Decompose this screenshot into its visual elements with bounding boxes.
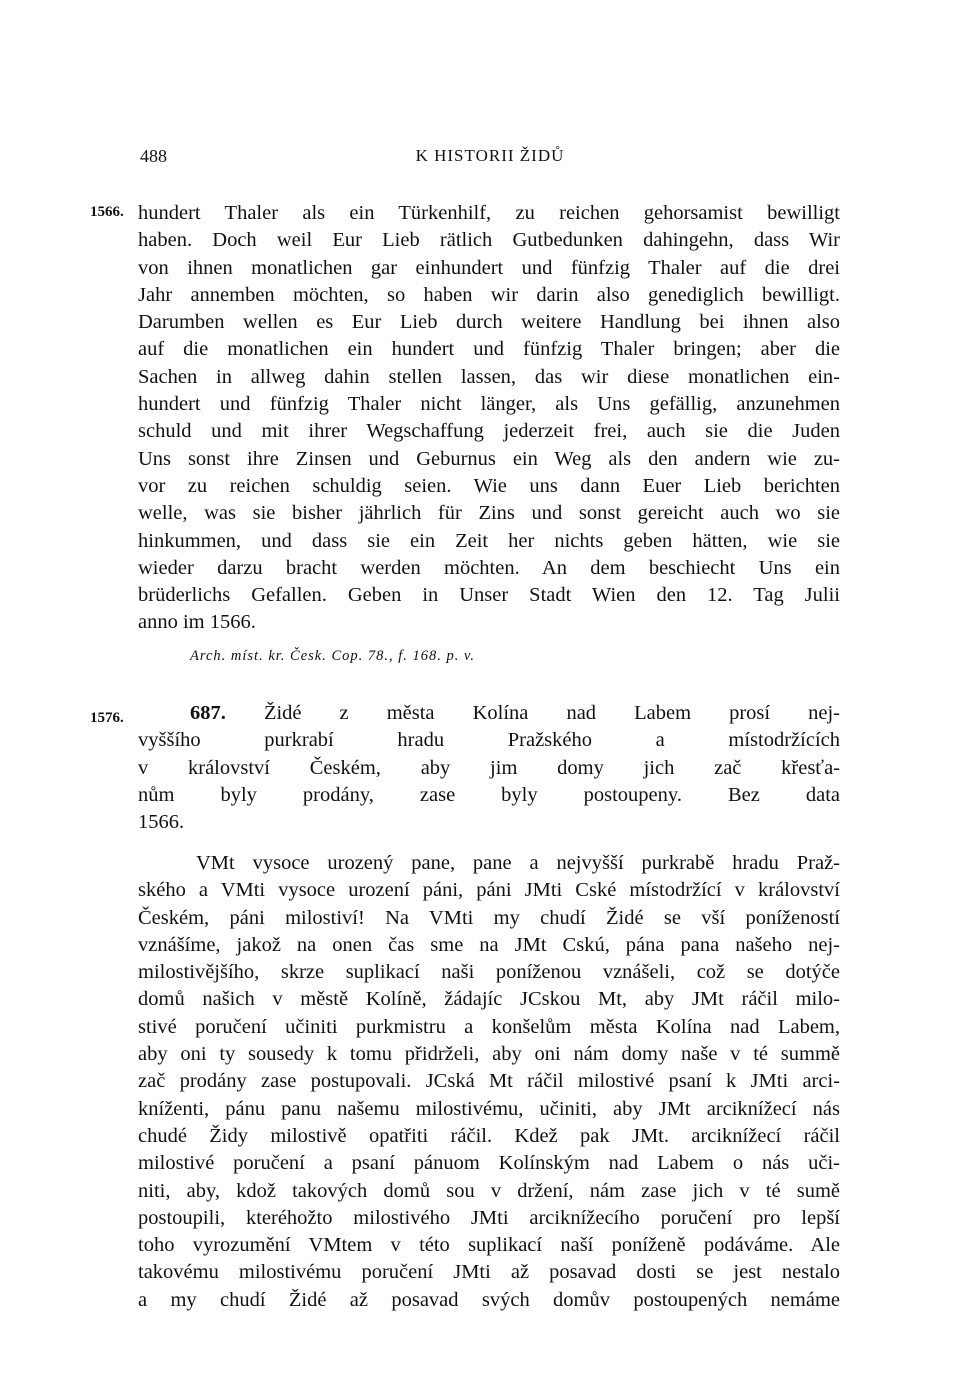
heading-line bbox=[138, 700, 840, 727]
text-line: auf die monatlichen ein hundert und fünfzig Thaler bringen; aber die bbox=[138, 338, 840, 361]
text-line: stivé poručení učiniti purkmistru a konšelům města Kolína nad Labem, bbox=[138, 1015, 840, 1038]
text-line: anno im 1566. bbox=[138, 611, 256, 634]
text-line: hundert und fünfzig Thaler nicht länger, als Uns gefällig, anzunehmen bbox=[138, 393, 840, 416]
document-heading bbox=[138, 700, 840, 836]
text-line: hundert Thaler als ein Türkenhilf, zu reichen gehorsamist bewilligt bbox=[138, 202, 840, 224]
page-number: 488 bbox=[140, 146, 167, 166]
text-line: milostivějšího, skrze suplikací naši poníženou vznášeli, což se dotýče bbox=[138, 961, 840, 984]
text-line: Jahr annemben möchten, so haben wir darin also genediglich bewilligt. bbox=[138, 283, 840, 306]
text-block-1566 bbox=[138, 200, 840, 637]
heading-line: 1566. bbox=[138, 811, 185, 834]
text-line: Sachen in allweg dahin stellen lassen, das wir diese monatlichen ein- bbox=[138, 365, 840, 388]
text-line: schuld und mit ihrer Wegschaffung jederzeit frei, auch sie die Juden bbox=[138, 420, 840, 443]
text-line: hinkummen, und dass sie ein Zeit her nichts geben hätten, wie sie bbox=[138, 529, 840, 552]
text-line: a my chudí Židé až posavad svých domův postoupených nemáme bbox=[138, 1288, 840, 1311]
text-line: wieder darzu bracht werden möchten. An dem beschiecht Uns ein bbox=[138, 556, 840, 579]
text-line: milostivé poručení a psaní pánuom Kolínským nad Labem o nás uči- bbox=[138, 1152, 840, 1175]
text-line: Českém, páni milostiví! Na VMti my chudí Židé se vší ponížeností bbox=[138, 906, 840, 929]
margin-year-1576: 1576. bbox=[90, 710, 124, 726]
text-block-1576 bbox=[138, 850, 840, 1314]
text-line: brüderlichs Gefallen. Geben in Unser Stadt Wien den 12. Tag Julii bbox=[138, 584, 840, 607]
text-line: haben. Doch weil Eur Lieb rätlich Gutbedunken dahingehn, dass Wir bbox=[138, 229, 840, 252]
text-line: niti, aby, kdož takových domů sou v držení, nám zase jich v té sumě bbox=[138, 1179, 840, 1202]
text-line: aby oni ty sousedy k tomu přidrželi, aby oni nám domy naše v té summě bbox=[138, 1043, 840, 1066]
text-line: domů našich v městě Kolíně, žádajíc JCskou Mt, aby JMt ráčil milo- bbox=[138, 988, 840, 1011]
heading-line: vyššího purkrabí hradu Pražského a místodržících bbox=[138, 729, 840, 752]
text-line: welle, was sie bisher jährlich für Zins und sonst gereicht auch wo sie bbox=[138, 502, 840, 525]
heading-text: Židé z města Kolína nad Labem prosí nej- bbox=[263, 702, 840, 724]
text-line: von ihnen monatlichen gar einhundert und fünfzig Thaler auf die drei bbox=[138, 256, 840, 279]
text-line: vznášíme, jakož na onen čas sme na JMt Cskú, pána pana našeho nej- bbox=[138, 933, 840, 956]
archive-citation: Arch. míst. kr. Česk. Cop. 78., f. 168. p. v. bbox=[190, 648, 476, 664]
text-line: toho vyrozumění VMtem v této suplikací naší poníženě podáváme. Ale bbox=[138, 1234, 840, 1257]
text-line: chudé Židy milostivě opatřiti ráčil. Kdež pak JMt. arciknížecí ráčil bbox=[138, 1124, 840, 1147]
margin-year-1566: 1566. bbox=[90, 204, 124, 220]
running-title: K HISTORII ŽIDŮ bbox=[415, 146, 565, 165]
text-line: Uns sonst ihre Zinsen und Geburnus ein Weg als den andern wie zu- bbox=[138, 447, 840, 470]
document-number: 687. bbox=[190, 702, 226, 724]
text-line: zač prodány zase postupovali. JCská Mt ráčil milostivé psaní k JMti arci- bbox=[138, 1070, 840, 1093]
text-line: takovému milostivému poručení JMti až posavad dosti se jest nestalo bbox=[138, 1261, 840, 1284]
heading-line: v království Českém, aby jim domy jich zač křesťa- bbox=[138, 756, 840, 779]
page-header bbox=[140, 146, 840, 170]
text-line: postoupili, kteréhožto milostivého JMti arciknížecího poručení pro lepší bbox=[138, 1206, 840, 1229]
text-line: Darumben wellen es Eur Lieb durch weitere Handlung bei ihnen also bbox=[138, 311, 840, 334]
heading-line: nům byly prodány, zase byly postoupeny. Bez data bbox=[138, 783, 840, 806]
text-line: VMt vysoce urozený pane, pane a nejvyšší purkrabě hradu Praž- bbox=[196, 852, 840, 874]
text-line: kníženti, pánu panu našemu milostivému, učiniti, aby JMt arciknížecí nás bbox=[138, 1097, 840, 1120]
text-line: ského a VMti vysoce urození páni, páni JMti Cské místodržící v království bbox=[138, 879, 840, 902]
text-line: vor zu reichen schuldig seien. Wie uns dann Euer Lieb berichten bbox=[138, 474, 840, 497]
